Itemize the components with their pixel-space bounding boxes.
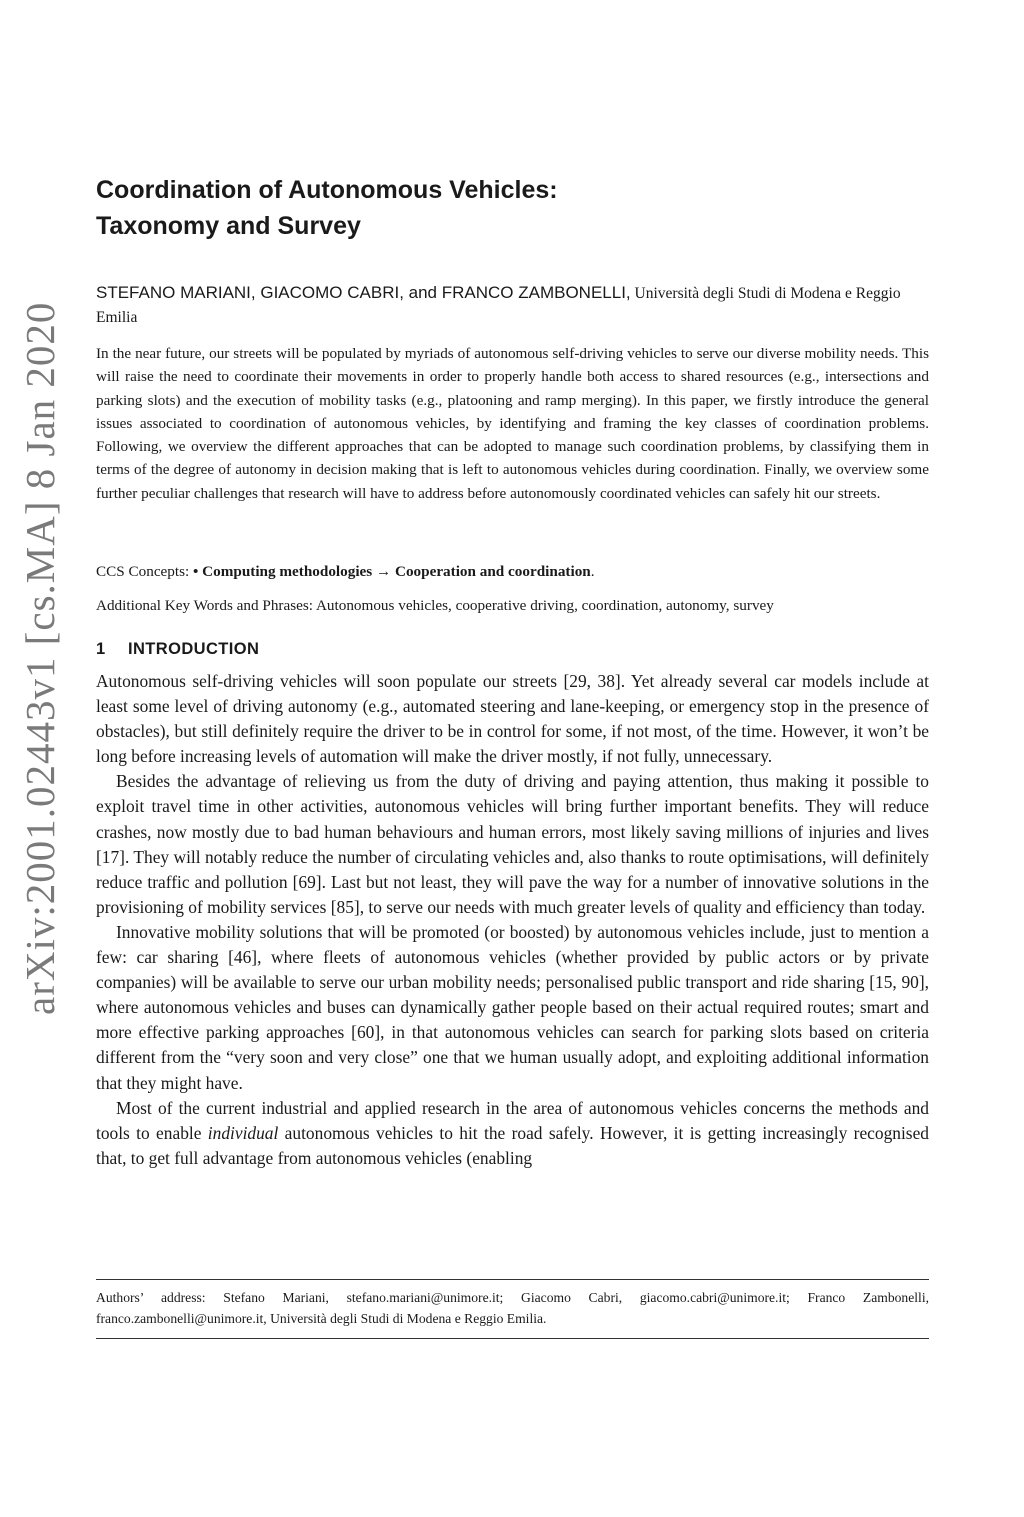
section-title: INTRODUCTION <box>128 640 260 658</box>
section-number: 1 <box>96 640 106 658</box>
p4-start: Most of the current industrial and applied research in the area of autonomous vehicles concerns the methods and tools to enable <box>96 1097 929 1143</box>
author-block <box>96 281 929 330</box>
body-paragraph-1: Autonomous self-driving vehicles will soon populate our streets [29, 38]. Yet already several car models include at least some level of driving autonomy (e.g., automated steering and lane-keeping, or emergency stop in the presence of obstacles), but still definitely require the driver to be in control for some, if not most, of the time. However, it won’t be long before increasing levels of automation will make the driver mostly, if not fully, unnecessary. <box>96 671 929 767</box>
p4-end: autonomous vehicles to hit the road safely. However, it is getting increasingly recognised that, to get full advantage from autonomous vehicles (enabling <box>96 1122 929 1168</box>
body-paragraph-2: Besides the advantage of relieving us from the duty of driving and paying attention, thus making it possible to exploit travel time in other activities, autonomous vehicles will bring further important benefits. They will reduce crashes, now mostly due to bad human behaviours and human errors, most likely saving millions of injuries and lives [17]. They will notably reduce the number of circulating vehicles and, also thanks to route optimisations, will definitely reduce traffic and pollution [69]. Last but not least, they will pave the way for a number of innovative solutions in the provisioning of mobility services [85], to serve our needs with much greater levels of quality and efficiency than today. <box>96 771 929 917</box>
abstract: In the near future, our streets will be populated by myriads of autonomous self-driving vehicles to serve our diverse mobility needs. This will raise the need to coordinate their movements in order to properly handle both access to shared resources (e.g., intersections and parking slots) and the execution of mobility tasks (e.g., platooning and ramp merging). In this paper, we firstly introduce the general issues associated to coordination of autonomous vehicles, by identifying and framing the key classes of coordination problems. Following, we overview the different approaches that can be adopted to manage such coordination problems, by classifying them in terms of the degree of autonomy in decision making that is left to autonomous vehicles during coordination. Finally, we overview some further peculiar challenges that research will have to address before autonomously coordinated vehicles can safely hit our streets. <box>96 345 929 502</box>
author-names: STEFANO MARIANI, GIACOMO CABRI, and FRANCO ZAMBONELLI, <box>96 283 631 302</box>
body-paragraph-4 <box>96 1096 929 1171</box>
body-text <box>96 669 929 1171</box>
p4-emphasis: individual <box>207 1122 279 1143</box>
body-paragraph-3: Innovative mobility solutions that will be promoted (or boosted) by autonomous vehicles include, just to mention a few: car sharing [46], where fleets of autonomous vehicles (whether provided by public actors or by private companies) will be available to serve our urban mobility needs; personalised public transport and ride sharing [15, 90], where autonomous vehicles and buses can dynamically gather people based on their actual required routes; smart and more effective parking approaches [60], in that autonomous vehicles can search for parking slots based on criteria different from the “very soon and very close” one that we human usually adopt, and exploiting additional information that they might have. <box>96 921 929 1093</box>
title-line-2: Taxonomy and Survey <box>96 212 361 240</box>
keywords: Additional Key Words and Phrases: Autonomous vehicles, cooperative driving, coordination, autonomy, survey <box>96 597 774 614</box>
ccs-concept-list: • Computing methodologies → Cooperation and coordination <box>193 563 591 580</box>
arxiv-identifier: arXiv:2001.02443v1 [cs.MA] 8 Jan 2020 <box>17 301 63 1015</box>
footnote-divider-top <box>96 1279 929 1280</box>
ccs-label: CCS Concepts: <box>96 563 194 580</box>
author-affiliation: Università degli Studi di Modena e Reggio Emilia <box>96 285 901 326</box>
author-address-footnote: Authors’ address: Stefano Mariani, stefano.mariani@unimore.it; Giacomo Cabri, giacomo.cabri@unimore.it; Franco Zambonelli, franco.zambonelli@unimore.it, Università degli Studi di Modena e Reggio Emilia. <box>96 1290 929 1326</box>
footnote-divider-bottom <box>96 1338 929 1339</box>
section-heading <box>96 637 929 661</box>
title-line-1: Coordination of Autonomous Vehicles: <box>96 176 558 204</box>
ccs-period: . <box>590 563 595 580</box>
paper-title <box>96 172 929 244</box>
ccs-concepts <box>96 561 929 583</box>
